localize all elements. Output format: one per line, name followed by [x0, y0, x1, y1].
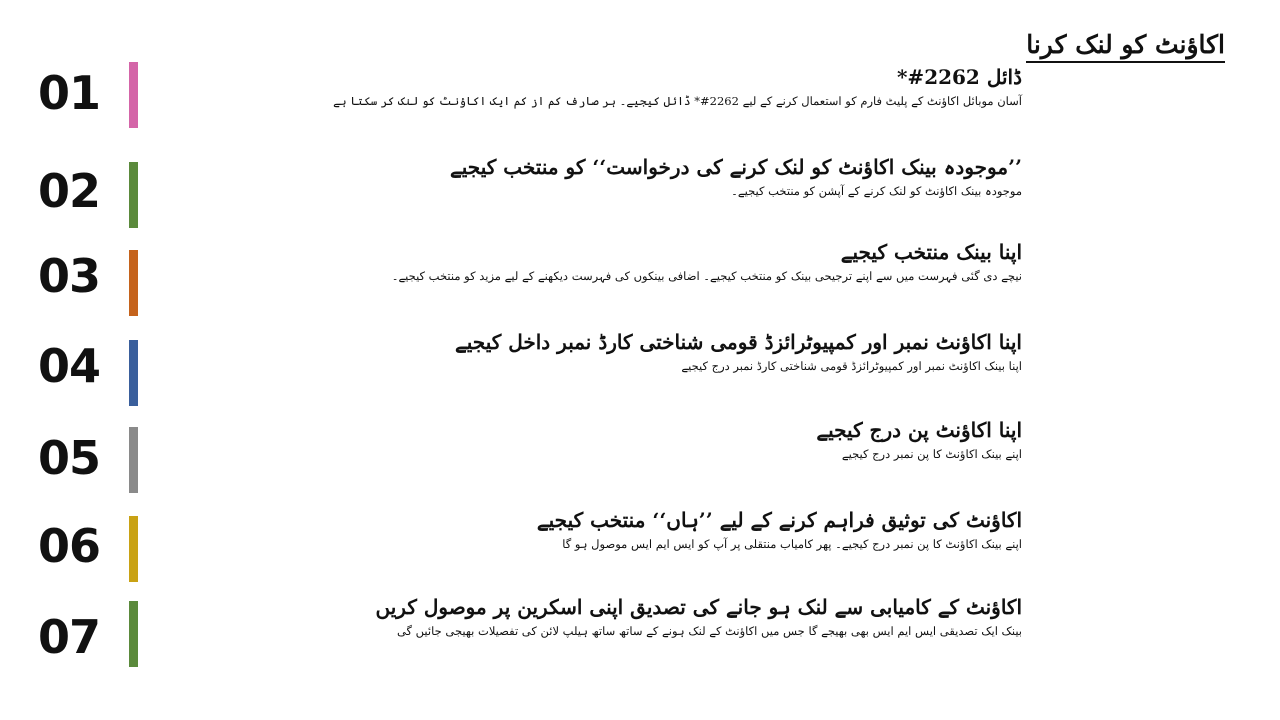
- step-heading: ’’موجودہ بینک اکاؤنٹ کو لنک کرنے کی درخواست‘‘ کو منتخب کیجیے: [450, 155, 1022, 179]
- step-4: [0, 327, 1280, 407]
- step-5: [0, 415, 1280, 495]
- step-heading: اپنا اکاؤنٹ نمبر اور کمپیوٹرائزڈ قومی شناختی کارڈ نمبر داخل کیجیے: [455, 330, 1022, 354]
- step-6: [0, 505, 1280, 585]
- step-text: [262, 152, 1022, 200]
- step-number: 04: [38, 339, 101, 393]
- step-description: موجودہ بینک اکاؤنٹ کو لنک کرنے کے آپشن کو منتخب کیجیے۔: [731, 184, 1022, 198]
- step-heading: ڈائل 2262#*: [896, 65, 1022, 89]
- step-heading: اپنا بینک منتخب کیجیے: [840, 240, 1022, 264]
- step-2: [0, 152, 1280, 232]
- step-heading: اپنا اکاؤنٹ پن درج کیجیے: [816, 418, 1022, 442]
- step-color-bar: [129, 516, 138, 582]
- step-description: آسان موبائل اکاؤنٹ کے پلیٹ فارم کو استعمال کرنے کے لیے 2262#* ڈائل کیجیے۔ ہر صارف کم از کم ایک اکاؤنٹ کو لنک کر سکتا ہے: [333, 94, 1022, 108]
- step-number: 01: [38, 66, 101, 120]
- step-description: اپنے بینک اکاؤنٹ کا پن نمبر درج کیجیے۔ پھر کامیاب منتقلی پر آپ کو ایس ایم ایس موصول ہو گا: [562, 537, 1022, 551]
- step-3: [0, 237, 1280, 317]
- step-color-bar: [129, 601, 138, 667]
- step-description: نیچے دی گئی فہرست میں سے اپنے ترجیحی بینک کو منتخب کیجیے۔ اضافی بینکوں کی فہرست دیکھنے کے لیے مزید کو منتخب کیجیے۔: [391, 269, 1022, 283]
- step-color-bar: [129, 162, 138, 228]
- step-color-bar: [129, 62, 138, 128]
- step-text: [262, 505, 1022, 553]
- step-number: 05: [38, 431, 101, 485]
- page-title: اکاؤنٹ کو لنک کرنا: [1026, 30, 1225, 63]
- step-description: بینک ایک تصدیقی ایس ایم ایس بھی بھیجے گا جس میں اکاؤنٹ کے لنک ہونے کے ساتھ ساتھ ہیلپ لائن کی تفصیلات بھیجی جائیں گی: [396, 624, 1022, 638]
- step-heading: اکاؤنٹ کی توثیق فراہم کرنے کے لیے ’’ہاں‘‘ منتخب کیجیے: [536, 508, 1022, 532]
- step-color-bar: [129, 427, 138, 493]
- step-number: 07: [38, 610, 101, 664]
- step-number: 02: [38, 164, 101, 218]
- step-text: [262, 62, 1022, 110]
- step-number: 06: [38, 519, 101, 573]
- step-description: اپنے بینک اکاؤنٹ کا پن نمبر درج کیجیے: [841, 447, 1022, 461]
- step-color-bar: [129, 250, 138, 316]
- step-color-bar: [129, 340, 138, 406]
- step-text: [262, 415, 1022, 463]
- step-number: 03: [38, 249, 101, 303]
- step-text: [262, 237, 1022, 285]
- step-description: اپنا بینک اکاؤنٹ نمبر اور کمپیوٹرائزڈ قومی شناختی کارڈ نمبر درج کیجیے: [681, 359, 1022, 373]
- step-text: [262, 592, 1022, 640]
- step-1: [0, 62, 1280, 142]
- step-heading: اکاؤنٹ کے کامیابی سے لنک ہو جانے کی تصدیق اپنی اسکرین پر موصول کریں: [375, 595, 1022, 619]
- step-text: [262, 327, 1022, 375]
- step-7: [0, 592, 1280, 672]
